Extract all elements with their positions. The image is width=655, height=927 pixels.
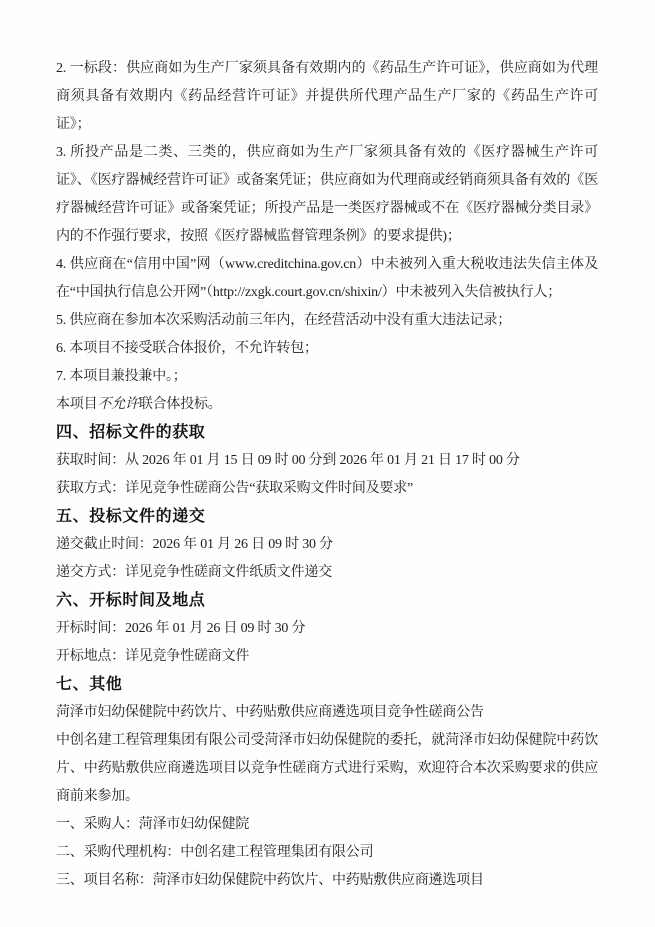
opening-time-line: 开标时间：2026 年 01 月 26 日 09 时 30 分: [56, 621, 306, 636]
qualification-item-4: 4. 供应商在“信用中国”网（www.creditchina.gov.cn）中未被列入重大税收违法失信主体及在“中国执行信息公开网”（http://zxgk.court.gov.cn/shixin/）中未被列入失信被执行人；: [56, 257, 598, 300]
section-title-other: 七、其他: [56, 676, 123, 693]
qualification-item-2: 2. 一标段：供应商如为生产厂家须具备有效期内的《药品生产许可证》，供应商如为代理商须具备有效期内《药品经营许可证》并提供所代理产品生产厂家的《药品生产许可证》；: [56, 61, 598, 132]
announcement-intro: 中创名建工程管理集团有限公司受菏泽市妇幼保健院的委托，就菏泽市妇幼保健院中药饮片、中药贴敷供应商遴选项目以竞争性磋商方式进行采购，欢迎符合本次采购要求的供应商前来参加。: [56, 733, 598, 804]
project-name-line: 三、项目名称：菏泽市妇幼保健院中药饮片、中药贴敷供应商遴选项目: [56, 873, 484, 888]
section-title-bid-opening: 六、开标时间及地点: [56, 592, 206, 609]
announcement-title-line: 菏泽市妇幼保健院中药饮片、中药贴敷供应商遴选项目竞争性磋商公告: [56, 705, 484, 720]
qualification-item-6: 6. 本项目不接受联合体报价，不允许转包；: [56, 341, 318, 356]
section-title-obtain-documents: 四、招标文件的获取: [56, 424, 206, 441]
consortium-note-suffix: 联合体投标。: [138, 397, 222, 412]
qualification-item-3: 3. 所投产品是二类、三类的，供应商如为生产厂家须具备有效的《医疗器械生产许可证》、《医疗器械经营许可证》或备案凭证；供应商如为代理商或经销商须具备有效的《医疗器械经营许可证》或备案凭证；所投产品是一类医疗器械或不在《医疗器械分类目录》内的不作强行要求，按照《医疗器械监督管理条例》的要求提供)；: [56, 145, 598, 244]
consortium-note-prefix: 本项目: [56, 397, 98, 412]
obtain-time-line: 获取时间：从 2026 年 01 月 15 日 09 时 00 分到 2026 年 01 月 21 日 17 时 00 分: [56, 453, 520, 468]
consortium-note-emphasis: 不允许: [97, 397, 139, 412]
qualification-item-5: 5. 供应商在参加本次采购活动前三年内，在经营活动中没有重大违法记录；: [56, 313, 511, 328]
purchaser-line: 一、采购人：菏泽市妇幼保健院: [56, 817, 250, 832]
consortium-note: [56, 391, 598, 419]
agency-line: 二、采购代理机构：中创名建工程管理集团有限公司: [56, 845, 374, 860]
qualification-item-7: 7. 本项目兼投兼中。；: [56, 369, 187, 384]
section-title-submit-documents: 五、投标文件的递交: [56, 508, 206, 525]
submit-deadline-line: 递交截止时间：2026 年 01 月 26 日 09 时 30 分: [56, 537, 333, 552]
obtain-method-line: 获取方式：详见竞争性磋商公告“获取采购文件时间及要求”: [56, 481, 414, 496]
submit-method-line: 递交方式：详见竞争性磋商文件纸质文件递交: [56, 565, 332, 580]
opening-place-line: 开标地点：详见竞争性磋商文件: [56, 649, 250, 664]
